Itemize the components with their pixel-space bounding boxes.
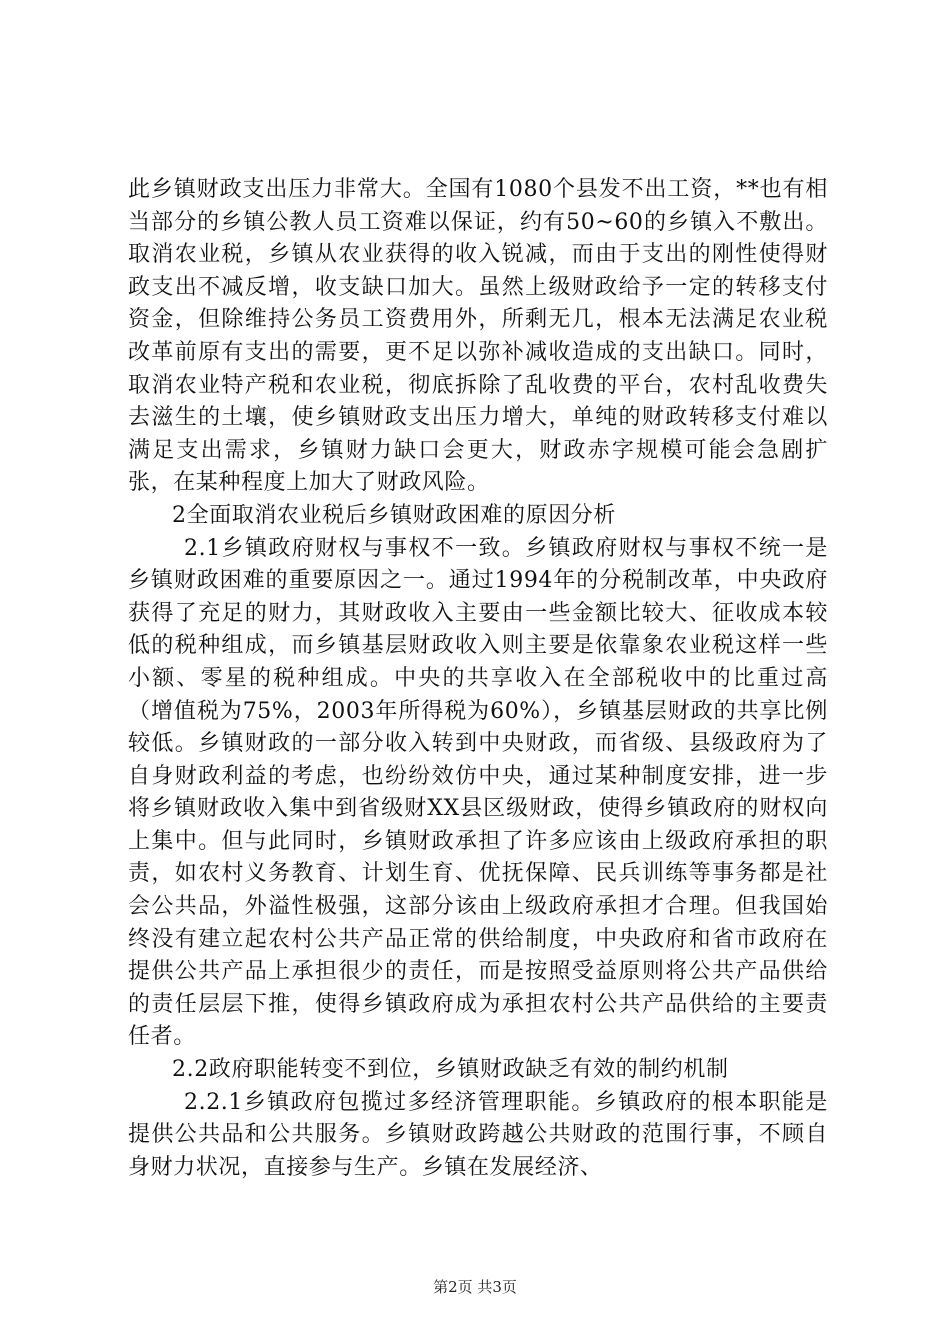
- page-footer: 第2页 共3页: [433, 1278, 517, 1296]
- body-paragraph: 2.1乡镇政府财权与事权不一致。乡镇政府财权与事权不统一是乡镇财政困难的重要原因之一。通过1994年的分税制改革，中央政府获得了充足的财力，其财政收入主要由一些金额比较大、征收成本较低的税种组成，而乡镇基层财政收入则主要是依靠象农业税这样一些小额、零星的税种组成。中央的共享收入在全部税收中的比重过高（增值税为75%，2003年所得税为60%），乡镇基层财政的共享比例较低。乡镇财政的一部分收入转到中央财政，而省级、县级政府为了自身财政利益的考虑，也纷纷效仿中央，通过某种制度安排，进一步将乡镇财政收入集中到省级财XX县区级财政，使得乡镇政府的财权向上集中。但与此同时，乡镇财政承担了许多应该由上级政府承担的职责，如农村义务教育、计划生育、优抚保障、民兵训练等事务都是社会公共品，外溢性极强，这部分该由上级政府承担才合理。但我国始终没有建立起农村公共产品正常的供给制度，中央政府和省市政府在提供公共产品上承担很少的责任，而是按照受益原则将公共产品供给的责任层层下推，使得乡镇政府成为承担农村公共产品供给的主要责任者。: [128, 535, 828, 1050]
- body-paragraph: 此乡镇财政支出压力非常大。全国有1080个县发不出工资，**也有相当部分的乡镇公教人员工资难以保证，约有50~60的乡镇入不敷出。取消农业税，乡镇从农业获得的收入锐减，而由于支出的刚性使得财政支出不减反增，收支缺口加大。虽然上级财政给予一定的转移支付资金，但除维持公务员工资费用外，所剩无几，根本无法满足农业税改革前原有支出的需要，更不足以弥补减收造成的支出缺口。同时，取消农业特产税和农业税，彻底拆除了乱收费的平台，农村乱收费失去滋生的土壤，使乡镇财政支出压力增大，单纯的财政转移支付难以满足支出需求，乡镇财力缺口会更大，财政赤字规模可能会急剧扩张，在某种程度上加大了财政风险。: [128, 177, 828, 496]
- body-paragraph: 2.2.1乡镇政府包揽过多经济管理职能。乡镇政府的根本职能是提供公共品和公共服务。乡镇财政跨越公共财政的范围行事，不顾自身财力状况，直接参与生产。乡镇在发展经济、: [128, 1089, 828, 1180]
- section-heading: 2全面取消农业税后乡镇财政困难的原因分析: [172, 502, 616, 528]
- document-body: [128, 174, 828, 1184]
- subsection-heading: 2.2政府职能转变不到位，乡镇财政缺乏有效的制约机制: [172, 1057, 729, 1083]
